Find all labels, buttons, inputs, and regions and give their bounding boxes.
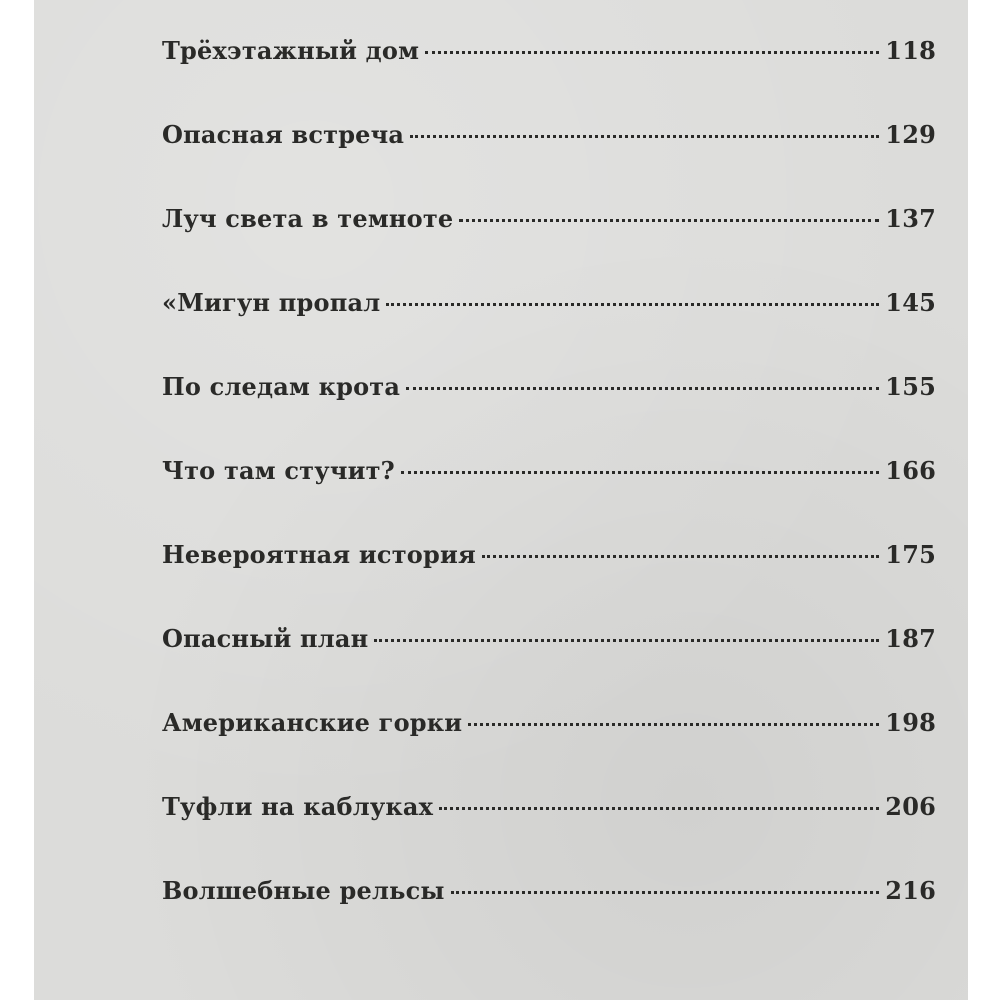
toc-entry — [162, 540, 936, 624]
toc-entry — [162, 288, 936, 372]
dot-leader — [482, 555, 879, 558]
toc-entry — [162, 36, 936, 120]
dot-leader — [468, 723, 879, 726]
toc-entry-title: «Мигун пропал — [162, 288, 381, 317]
toc-entry-title: Опасный план — [162, 624, 369, 653]
toc-entry-page: 145 — [885, 288, 936, 317]
toc-entry-title: По следам крота — [162, 372, 401, 401]
toc-entry-title: Что там стучит? — [162, 456, 395, 485]
toc-entry-page: 166 — [885, 456, 936, 485]
toc-entry-title: Луч света в темноте — [162, 204, 454, 233]
toc-entry-page: 129 — [885, 120, 936, 149]
toc-entry — [162, 708, 936, 792]
toc-entry — [162, 624, 936, 708]
toc-entry-title: Американские горки — [162, 708, 463, 737]
dot-leader — [374, 639, 879, 642]
toc-entry — [162, 372, 936, 456]
dot-leader — [439, 807, 879, 810]
toc-entry — [162, 204, 936, 288]
dot-leader — [459, 219, 879, 222]
toc-entry-title: Туфли на каблуках — [162, 792, 434, 821]
toc-entry-page: 198 — [885, 708, 936, 737]
toc-entry-title: Невероятная история — [162, 540, 476, 569]
table-of-contents — [162, 36, 936, 960]
toc-entry — [162, 456, 936, 540]
dot-leader — [410, 135, 879, 138]
toc-entry-page: 187 — [885, 624, 936, 653]
toc-entry-page: 137 — [885, 204, 936, 233]
dot-leader — [386, 303, 879, 306]
dot-leader — [451, 891, 880, 894]
toc-entry-page: 155 — [885, 372, 936, 401]
toc-entry — [162, 792, 936, 876]
toc-entry-page: 216 — [885, 876, 936, 905]
toc-entry — [162, 120, 936, 204]
toc-entry — [162, 876, 936, 960]
dot-leader — [401, 471, 879, 474]
toc-entry-title: Волшебные рельсы — [162, 876, 445, 905]
book-page — [34, 0, 968, 1000]
toc-entry-title: Трёхэтажный дом — [162, 36, 420, 65]
toc-entry-page: 206 — [885, 792, 936, 821]
toc-entry-page: 118 — [885, 36, 936, 65]
toc-entry-page: 175 — [885, 540, 936, 569]
toc-entry-title: Опасная встреча — [162, 120, 405, 149]
dot-leader — [406, 387, 879, 390]
dot-leader — [425, 51, 879, 54]
